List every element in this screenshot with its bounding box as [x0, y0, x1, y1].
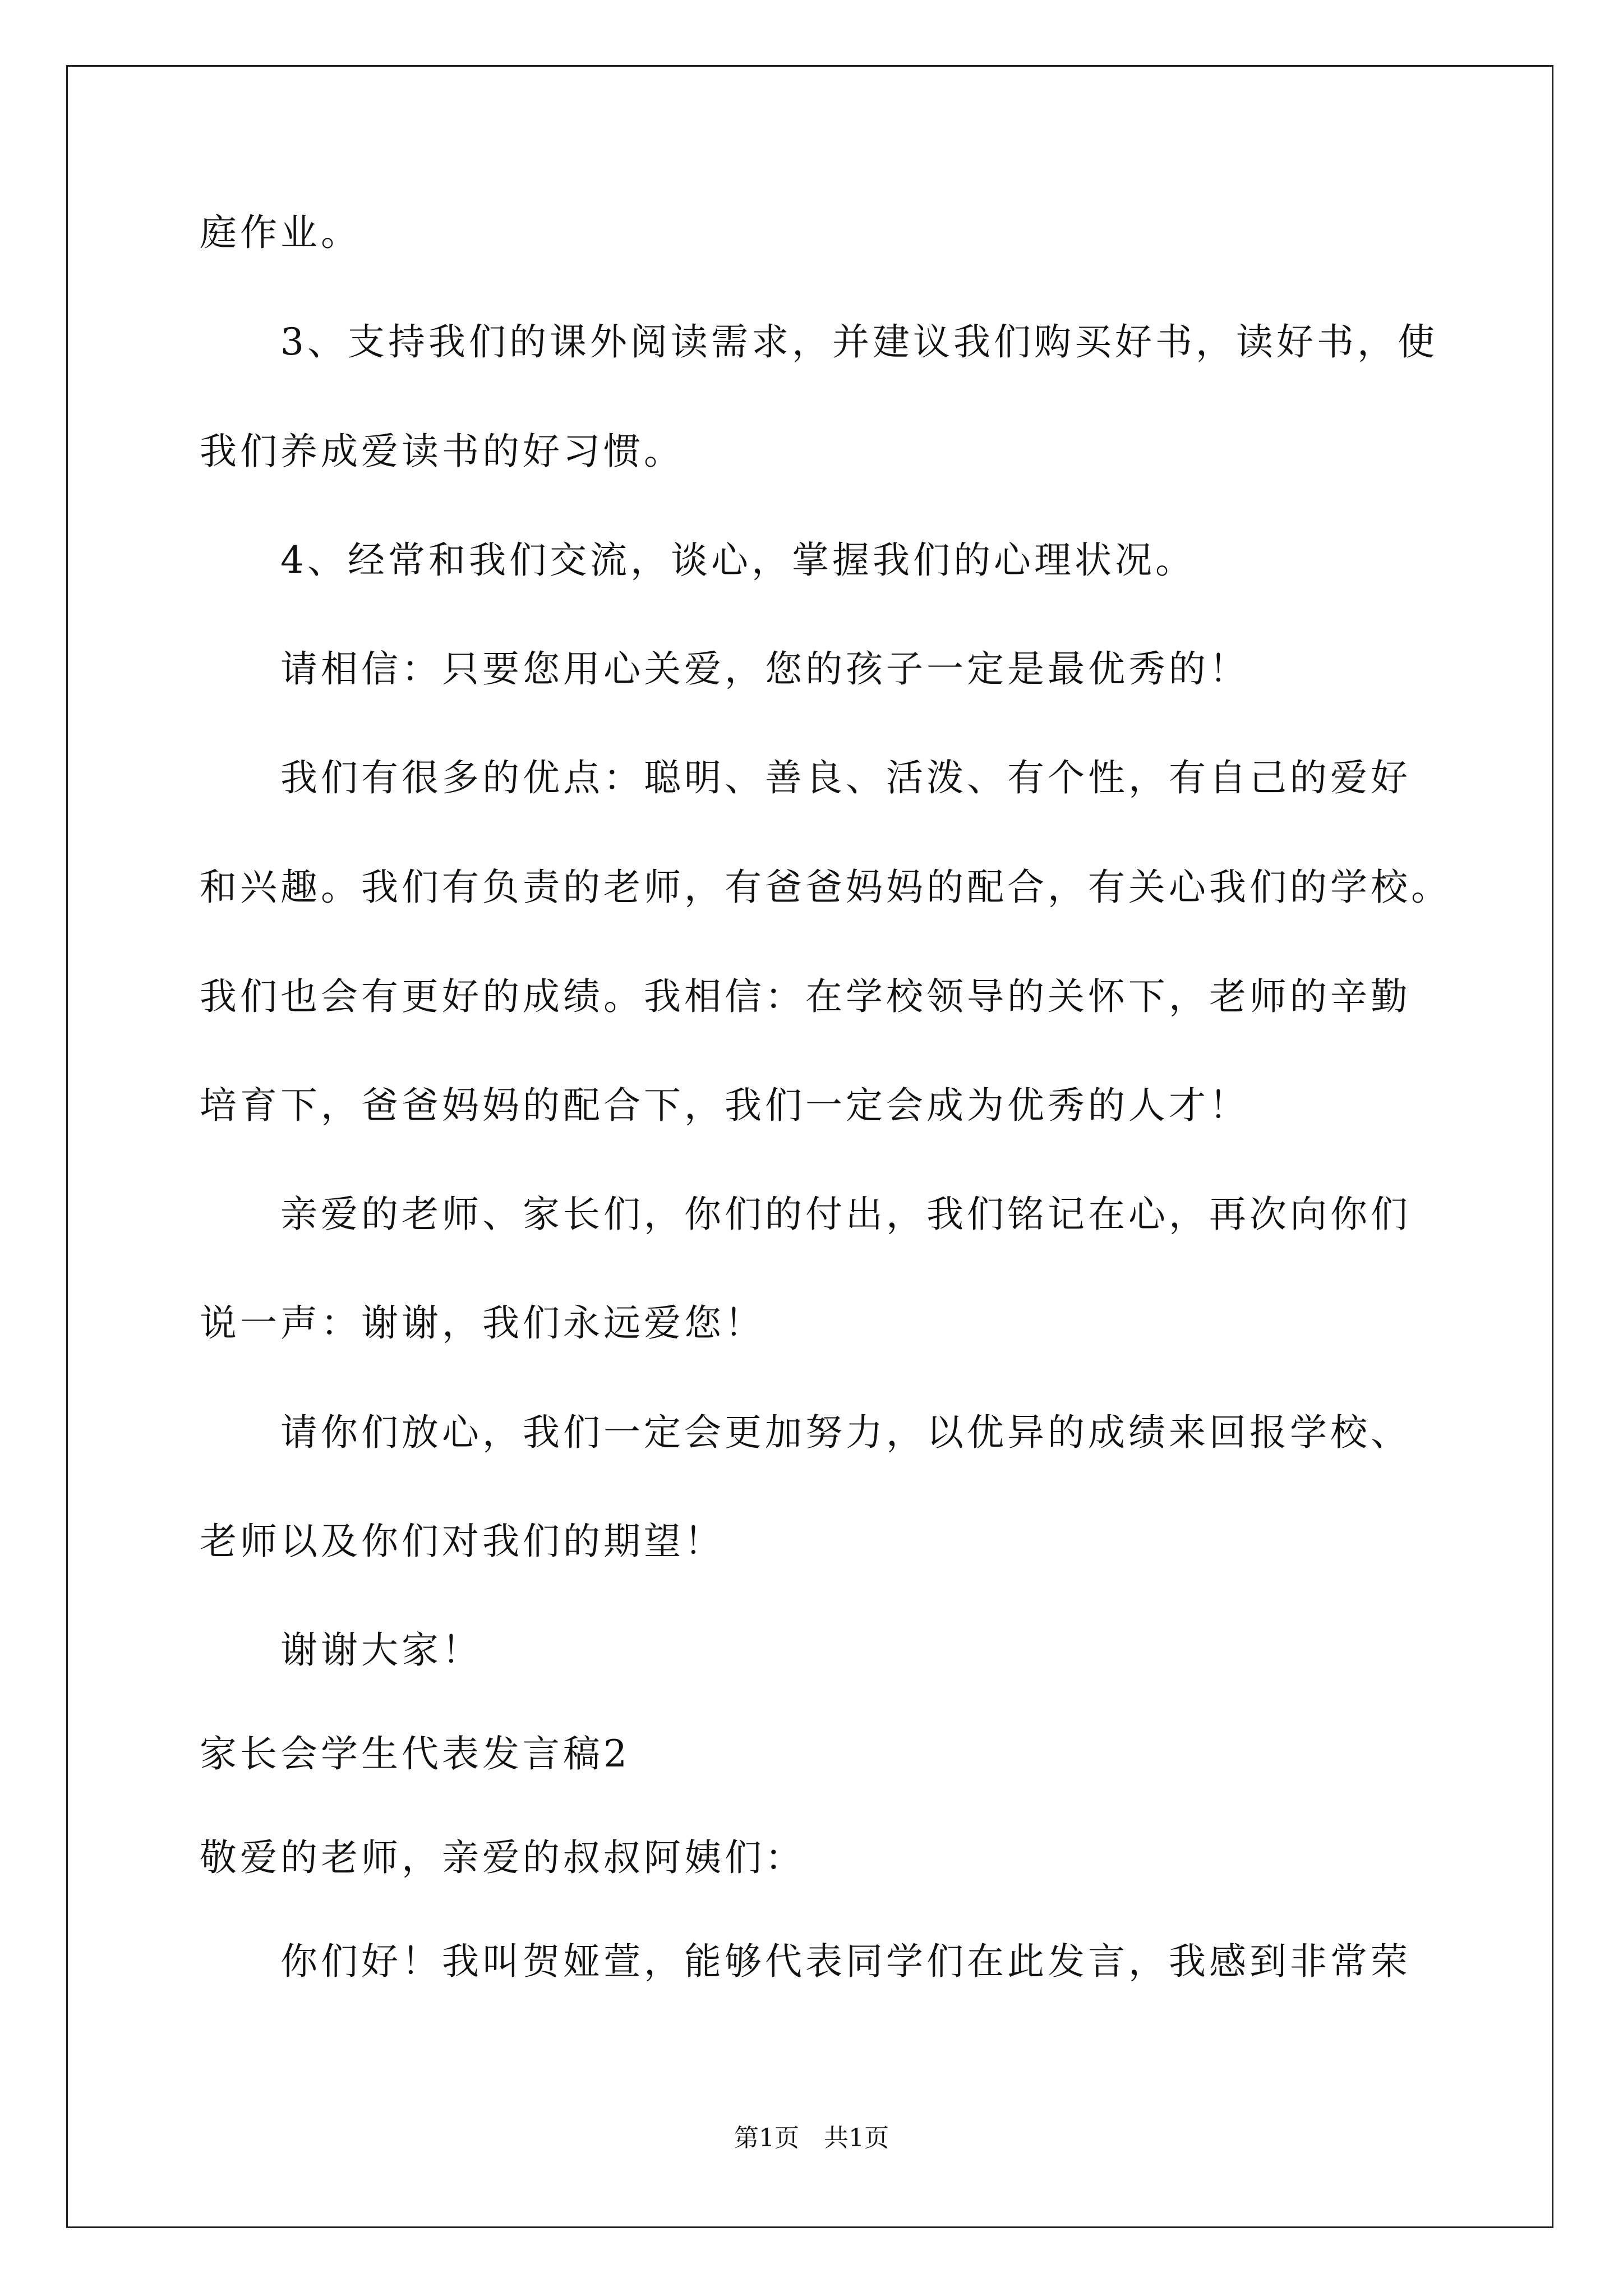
text-line: 庭作业。 [200, 211, 361, 254]
text-line: 请你们放心，我们一定会更加努力，以优异的成绩来回报学校、 [200, 1411, 1411, 1454]
text-line: 亲爱的老师、家长们，你们的付出，我们铭记在心，再次向你们 [200, 1193, 1411, 1236]
page-border [66, 65, 1553, 2228]
text-line: 培育下，爸爸妈妈的配合下，我们一定会成为优秀的人才！ [200, 1084, 1249, 1127]
text-line: 我们也会有更好的成绩。我相信：在学校领导的关怀下，老师的辛勤 [200, 975, 1411, 1018]
text-line: 和兴趣。我们有负责的老师，有爸爸妈妈的配合，有关心我们的学校。 [200, 866, 1451, 909]
section-heading: 家长会学生代表发言稿2 [200, 1732, 630, 1775]
text-line: 谢谢大家！ [200, 1628, 482, 1672]
text-line: 我们养成爱读书的好习惯。 [200, 430, 684, 473]
text-line: 老师以及你们对我们的期望！ [200, 1520, 725, 1563]
text-line: 请相信：只要您用心关爱，您的孩子一定是最优秀的！ [200, 647, 1249, 691]
text-line: 你们好！我叫贺娅萱，能够代表同学们在此发言，我感到非常荣 [200, 1940, 1411, 1983]
text-line: 3、支持我们的课外阅读需求，并建议我们购买好书，读好书，使 [200, 320, 1438, 364]
text-line: 我们有很多的优点：聪明、善良、活泼、有个性，有自己的爱好 [200, 756, 1411, 799]
text-line: 说一声：谢谢，我们永远爱您！ [200, 1301, 765, 1345]
text-line: 4、经常和我们交流，谈心，掌握我们的心理状况。 [200, 539, 1196, 582]
salutation: 敬爱的老师，亲爱的叔叔阿姨们： [200, 1836, 805, 1879]
page-footer: 第1页 共1页 [734, 2124, 889, 2152]
